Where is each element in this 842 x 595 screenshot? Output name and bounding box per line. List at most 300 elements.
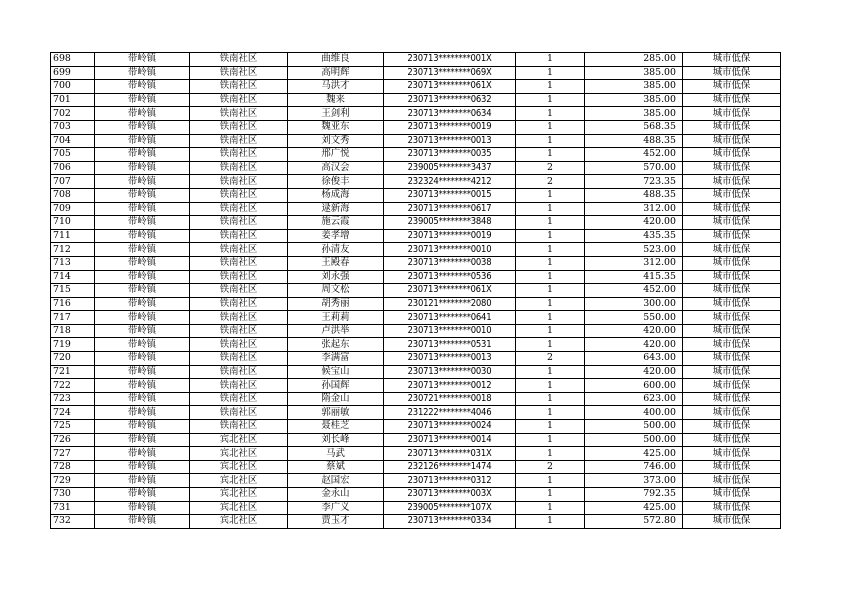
- household-count-cell: 1: [516, 216, 585, 230]
- table-row: [51, 270, 781, 284]
- id-number-cell: 230713********061X: [384, 284, 516, 298]
- town-cell: 带岭镇: [95, 229, 190, 243]
- id-number-cell: 230713********0632: [384, 93, 516, 107]
- community-cell: 宾北社区: [190, 447, 288, 461]
- town-cell: 带岭镇: [95, 420, 190, 434]
- benefit-type-cell: 城市低保: [683, 474, 781, 488]
- table-row: [51, 284, 781, 298]
- community-cell: 铁南社区: [190, 188, 288, 202]
- row-number-cell: 727: [51, 447, 95, 461]
- town-cell: 带岭镇: [95, 433, 190, 447]
- amount-cell: 500.00: [585, 433, 683, 447]
- name-cell: 王莉莉: [288, 311, 384, 325]
- amount-cell: 568.35: [585, 120, 683, 134]
- household-count-cell: 1: [516, 515, 585, 529]
- id-number-cell: 230713********0010: [384, 324, 516, 338]
- amount-cell: 572.80: [585, 515, 683, 529]
- amount-cell: 523.00: [585, 243, 683, 257]
- community-cell: 铁南社区: [190, 161, 288, 175]
- community-cell: 铁南社区: [190, 107, 288, 121]
- town-cell: 带岭镇: [95, 53, 190, 67]
- id-number-cell: 230713********0019: [384, 229, 516, 243]
- household-count-cell: 1: [516, 53, 585, 67]
- table-row: [51, 161, 781, 175]
- table-row: [51, 80, 781, 94]
- table-row: [51, 352, 781, 366]
- amount-cell: 435.35: [585, 229, 683, 243]
- benefit-type-cell: 城市低保: [683, 53, 781, 67]
- row-number-cell: 708: [51, 188, 95, 202]
- community-cell: 铁南社区: [190, 80, 288, 94]
- welfare-roster-table: [50, 52, 781, 529]
- town-cell: 带岭镇: [95, 188, 190, 202]
- amount-cell: 385.00: [585, 93, 683, 107]
- benefit-type-cell: 城市低保: [683, 66, 781, 80]
- amount-cell: 300.00: [585, 297, 683, 311]
- id-number-cell: 230713********0014: [384, 433, 516, 447]
- row-number-cell: 721: [51, 365, 95, 379]
- town-cell: 带岭镇: [95, 406, 190, 420]
- row-number-cell: 729: [51, 474, 95, 488]
- amount-cell: 385.00: [585, 107, 683, 121]
- household-count-cell: 1: [516, 324, 585, 338]
- community-cell: 铁南社区: [190, 379, 288, 393]
- id-number-cell: 239005********3848: [384, 216, 516, 230]
- household-count-cell: 1: [516, 392, 585, 406]
- name-cell: 蔡斌: [288, 460, 384, 474]
- household-count-cell: 1: [516, 107, 585, 121]
- table-row: [51, 243, 781, 257]
- benefit-type-cell: 城市低保: [683, 134, 781, 148]
- row-number-cell: 705: [51, 148, 95, 162]
- name-cell: 杨成海: [288, 188, 384, 202]
- row-number-cell: 706: [51, 161, 95, 175]
- id-number-cell: 230713********0010: [384, 243, 516, 257]
- id-number-cell: 232324********4212: [384, 175, 516, 189]
- row-number-cell: 725: [51, 420, 95, 434]
- community-cell: 铁南社区: [190, 148, 288, 162]
- amount-cell: 792.35: [585, 488, 683, 502]
- benefit-type-cell: 城市低保: [683, 338, 781, 352]
- household-count-cell: 2: [516, 175, 585, 189]
- benefit-type-cell: 城市低保: [683, 447, 781, 461]
- amount-cell: 420.00: [585, 338, 683, 352]
- table-row: [51, 66, 781, 80]
- row-number-cell: 710: [51, 216, 95, 230]
- name-cell: 李广义: [288, 501, 384, 515]
- town-cell: 带岭镇: [95, 311, 190, 325]
- benefit-type-cell: 城市低保: [683, 188, 781, 202]
- community-cell: 铁南社区: [190, 256, 288, 270]
- household-count-cell: 1: [516, 420, 585, 434]
- amount-cell: 488.35: [585, 188, 683, 202]
- row-number-cell: 731: [51, 501, 95, 515]
- row-number-cell: 712: [51, 243, 95, 257]
- household-count-cell: 1: [516, 148, 585, 162]
- name-cell: 马洪才: [288, 80, 384, 94]
- row-number-cell: 707: [51, 175, 95, 189]
- town-cell: 带岭镇: [95, 365, 190, 379]
- benefit-type-cell: 城市低保: [683, 352, 781, 366]
- town-cell: 带岭镇: [95, 338, 190, 352]
- name-cell: 魏来: [288, 93, 384, 107]
- town-cell: 带岭镇: [95, 134, 190, 148]
- id-number-cell: 230713********0334: [384, 515, 516, 529]
- name-cell: 孙清友: [288, 243, 384, 257]
- benefit-type-cell: 城市低保: [683, 501, 781, 515]
- community-cell: 宾北社区: [190, 515, 288, 529]
- town-cell: 带岭镇: [95, 392, 190, 406]
- table-row: [51, 107, 781, 121]
- household-count-cell: 1: [516, 229, 585, 243]
- id-number-cell: 230713********061X: [384, 80, 516, 94]
- town-cell: 带岭镇: [95, 447, 190, 461]
- id-number-cell: 239005********3437: [384, 161, 516, 175]
- town-cell: 带岭镇: [95, 270, 190, 284]
- town-cell: 带岭镇: [95, 107, 190, 121]
- id-number-cell: 230713********0012: [384, 379, 516, 393]
- amount-cell: 425.00: [585, 447, 683, 461]
- row-number-cell: 717: [51, 311, 95, 325]
- community-cell: 铁南社区: [190, 311, 288, 325]
- name-cell: 聂桂芝: [288, 420, 384, 434]
- benefit-type-cell: 城市低保: [683, 202, 781, 216]
- row-number-cell: 704: [51, 134, 95, 148]
- table-row: [51, 433, 781, 447]
- town-cell: 带岭镇: [95, 148, 190, 162]
- benefit-type-cell: 城市低保: [683, 379, 781, 393]
- name-cell: 刘长峰: [288, 433, 384, 447]
- community-cell: 铁南社区: [190, 406, 288, 420]
- benefit-type-cell: 城市低保: [683, 420, 781, 434]
- id-number-cell: 230713********0038: [384, 256, 516, 270]
- amount-cell: 723.35: [585, 175, 683, 189]
- community-cell: 铁南社区: [190, 392, 288, 406]
- community-cell: 铁南社区: [190, 338, 288, 352]
- household-count-cell: 1: [516, 80, 585, 94]
- table-row: [51, 175, 781, 189]
- amount-cell: 570.00: [585, 161, 683, 175]
- row-number-cell: 730: [51, 488, 95, 502]
- town-cell: 带岭镇: [95, 161, 190, 175]
- amount-cell: 623.00: [585, 392, 683, 406]
- name-cell: 施云霞: [288, 216, 384, 230]
- household-count-cell: 1: [516, 488, 585, 502]
- name-cell: 金永山: [288, 488, 384, 502]
- community-cell: 铁南社区: [190, 420, 288, 434]
- name-cell: 赵国宏: [288, 474, 384, 488]
- benefit-type-cell: 城市低保: [683, 297, 781, 311]
- row-number-cell: 709: [51, 202, 95, 216]
- id-number-cell: 230713********0641: [384, 311, 516, 325]
- amount-cell: 600.00: [585, 379, 683, 393]
- row-number-cell: 719: [51, 338, 95, 352]
- table-row: [51, 474, 781, 488]
- community-cell: 铁南社区: [190, 324, 288, 338]
- community-cell: 铁南社区: [190, 297, 288, 311]
- community-cell: 铁南社区: [190, 243, 288, 257]
- town-cell: 带岭镇: [95, 216, 190, 230]
- row-number-cell: 732: [51, 515, 95, 529]
- town-cell: 带岭镇: [95, 297, 190, 311]
- table-row: [51, 324, 781, 338]
- benefit-type-cell: 城市低保: [683, 515, 781, 529]
- row-number-cell: 701: [51, 93, 95, 107]
- household-count-cell: 1: [516, 270, 585, 284]
- town-cell: 带岭镇: [95, 243, 190, 257]
- household-count-cell: 1: [516, 188, 585, 202]
- community-cell: 宾北社区: [190, 460, 288, 474]
- town-cell: 带岭镇: [95, 379, 190, 393]
- name-cell: 孙国辉: [288, 379, 384, 393]
- benefit-type-cell: 城市低保: [683, 175, 781, 189]
- household-count-cell: 1: [516, 66, 585, 80]
- community-cell: 铁南社区: [190, 365, 288, 379]
- community-cell: 铁南社区: [190, 270, 288, 284]
- town-cell: 带岭镇: [95, 175, 190, 189]
- id-number-cell: 230713********0536: [384, 270, 516, 284]
- name-cell: 姜孝增: [288, 229, 384, 243]
- town-cell: 带岭镇: [95, 515, 190, 529]
- table-body: [51, 53, 781, 529]
- amount-cell: 285.00: [585, 53, 683, 67]
- name-cell: 王殿春: [288, 256, 384, 270]
- community-cell: 铁南社区: [190, 175, 288, 189]
- benefit-type-cell: 城市低保: [683, 311, 781, 325]
- community-cell: 宾北社区: [190, 433, 288, 447]
- table-row: [51, 297, 781, 311]
- id-number-cell: 230713********0024: [384, 420, 516, 434]
- row-number-cell: 714: [51, 270, 95, 284]
- name-cell: 高汉会: [288, 161, 384, 175]
- name-cell: 高明辉: [288, 66, 384, 80]
- amount-cell: 550.00: [585, 311, 683, 325]
- town-cell: 带岭镇: [95, 202, 190, 216]
- household-count-cell: 1: [516, 447, 585, 461]
- amount-cell: 400.00: [585, 406, 683, 420]
- amount-cell: 385.00: [585, 80, 683, 94]
- row-number-cell: 699: [51, 66, 95, 80]
- household-count-cell: 1: [516, 202, 585, 216]
- community-cell: 铁南社区: [190, 134, 288, 148]
- amount-cell: 500.00: [585, 420, 683, 434]
- id-number-cell: 230713********0531: [384, 338, 516, 352]
- name-cell: 隋金山: [288, 392, 384, 406]
- table-row: [51, 311, 781, 325]
- household-count-cell: 2: [516, 352, 585, 366]
- amount-cell: 373.00: [585, 474, 683, 488]
- town-cell: 带岭镇: [95, 474, 190, 488]
- name-cell: 郭丽敏: [288, 406, 384, 420]
- name-cell: 卢洪举: [288, 324, 384, 338]
- household-count-cell: 1: [516, 365, 585, 379]
- table-row: [51, 460, 781, 474]
- benefit-type-cell: 城市低保: [683, 433, 781, 447]
- id-number-cell: 230713********0013: [384, 352, 516, 366]
- table-row: [51, 256, 781, 270]
- table-row: [51, 447, 781, 461]
- benefit-type-cell: 城市低保: [683, 392, 781, 406]
- name-cell: 胡秀丽: [288, 297, 384, 311]
- community-cell: 铁南社区: [190, 66, 288, 80]
- id-number-cell: 230713********0312: [384, 474, 516, 488]
- community-cell: 铁南社区: [190, 229, 288, 243]
- row-number-cell: 724: [51, 406, 95, 420]
- table-row: [51, 338, 781, 352]
- name-cell: 魏亚东: [288, 120, 384, 134]
- benefit-type-cell: 城市低保: [683, 161, 781, 175]
- benefit-type-cell: 城市低保: [683, 270, 781, 284]
- name-cell: 马武: [288, 447, 384, 461]
- household-count-cell: 1: [516, 406, 585, 420]
- table-row: [51, 93, 781, 107]
- household-count-cell: 2: [516, 161, 585, 175]
- town-cell: 带岭镇: [95, 284, 190, 298]
- community-cell: 铁南社区: [190, 352, 288, 366]
- benefit-type-cell: 城市低保: [683, 148, 781, 162]
- household-count-cell: 1: [516, 474, 585, 488]
- table-row: [51, 406, 781, 420]
- table-row: [51, 392, 781, 406]
- name-cell: 刘永强: [288, 270, 384, 284]
- id-number-cell: 230713********003X: [384, 488, 516, 502]
- id-number-cell: 231222********4046: [384, 406, 516, 420]
- name-cell: 李满富: [288, 352, 384, 366]
- id-number-cell: 230713********069X: [384, 66, 516, 80]
- amount-cell: 643.00: [585, 352, 683, 366]
- amount-cell: 420.00: [585, 365, 683, 379]
- id-number-cell: 230713********0030: [384, 365, 516, 379]
- table-row: [51, 379, 781, 393]
- table-row: [51, 488, 781, 502]
- household-count-cell: 1: [516, 379, 585, 393]
- amount-cell: 420.00: [585, 324, 683, 338]
- benefit-type-cell: 城市低保: [683, 256, 781, 270]
- amount-cell: 452.00: [585, 284, 683, 298]
- community-cell: 宾北社区: [190, 488, 288, 502]
- table-row: [51, 53, 781, 67]
- id-number-cell: 230713********0634: [384, 107, 516, 121]
- table-row: [51, 420, 781, 434]
- table-row: [51, 188, 781, 202]
- community-cell: 铁南社区: [190, 120, 288, 134]
- name-cell: 张起东: [288, 338, 384, 352]
- name-cell: 徐俊丰: [288, 175, 384, 189]
- row-number-cell: 698: [51, 53, 95, 67]
- household-count-cell: 1: [516, 93, 585, 107]
- town-cell: 带岭镇: [95, 80, 190, 94]
- id-number-cell: 230713********001X: [384, 53, 516, 67]
- community-cell: 铁南社区: [190, 93, 288, 107]
- household-count-cell: 1: [516, 243, 585, 257]
- row-number-cell: 703: [51, 120, 95, 134]
- amount-cell: 488.35: [585, 134, 683, 148]
- table-row: [51, 120, 781, 134]
- town-cell: 带岭镇: [95, 460, 190, 474]
- table-row: [51, 216, 781, 230]
- benefit-type-cell: 城市低保: [683, 243, 781, 257]
- row-number-cell: 700: [51, 80, 95, 94]
- town-cell: 带岭镇: [95, 120, 190, 134]
- id-number-cell: 230721********0018: [384, 392, 516, 406]
- id-number-cell: 230713********0617: [384, 202, 516, 216]
- amount-cell: 452.00: [585, 148, 683, 162]
- household-count-cell: 1: [516, 501, 585, 515]
- name-cell: 曲维良: [288, 53, 384, 67]
- benefit-type-cell: 城市低保: [683, 284, 781, 298]
- id-number-cell: 230713********031X: [384, 447, 516, 461]
- row-number-cell: 716: [51, 297, 95, 311]
- community-cell: 宾北社区: [190, 474, 288, 488]
- community-cell: 铁南社区: [190, 53, 288, 67]
- row-number-cell: 715: [51, 284, 95, 298]
- name-cell: 贾玉才: [288, 515, 384, 529]
- row-number-cell: 702: [51, 107, 95, 121]
- id-number-cell: 230121********2080: [384, 297, 516, 311]
- benefit-type-cell: 城市低保: [683, 93, 781, 107]
- row-number-cell: 728: [51, 460, 95, 474]
- table-row: [51, 202, 781, 216]
- table-row: [51, 134, 781, 148]
- row-number-cell: 722: [51, 379, 95, 393]
- town-cell: 带岭镇: [95, 256, 190, 270]
- amount-cell: 746.00: [585, 460, 683, 474]
- table-row: [51, 515, 781, 529]
- table-row: [51, 229, 781, 243]
- name-cell: 周文松: [288, 284, 384, 298]
- benefit-type-cell: 城市低保: [683, 107, 781, 121]
- benefit-type-cell: 城市低保: [683, 216, 781, 230]
- community-cell: 铁南社区: [190, 216, 288, 230]
- table-row: [51, 501, 781, 515]
- row-number-cell: 713: [51, 256, 95, 270]
- id-number-cell: 230713********0035: [384, 148, 516, 162]
- community-cell: 宾北社区: [190, 501, 288, 515]
- benefit-type-cell: 城市低保: [683, 488, 781, 502]
- amount-cell: 312.00: [585, 256, 683, 270]
- town-cell: 带岭镇: [95, 352, 190, 366]
- row-number-cell: 723: [51, 392, 95, 406]
- household-count-cell: 1: [516, 338, 585, 352]
- amount-cell: 415.35: [585, 270, 683, 284]
- table-row: [51, 365, 781, 379]
- row-number-cell: 711: [51, 229, 95, 243]
- household-count-cell: 1: [516, 297, 585, 311]
- benefit-type-cell: 城市低保: [683, 460, 781, 474]
- household-count-cell: 2: [516, 460, 585, 474]
- community-cell: 铁南社区: [190, 284, 288, 298]
- benefit-type-cell: 城市低保: [683, 229, 781, 243]
- benefit-type-cell: 城市低保: [683, 365, 781, 379]
- row-number-cell: 718: [51, 324, 95, 338]
- amount-cell: 425.00: [585, 501, 683, 515]
- town-cell: 带岭镇: [95, 501, 190, 515]
- amount-cell: 312.00: [585, 202, 683, 216]
- household-count-cell: 1: [516, 256, 585, 270]
- benefit-type-cell: 城市低保: [683, 324, 781, 338]
- table-row: [51, 148, 781, 162]
- household-count-cell: 1: [516, 311, 585, 325]
- household-count-cell: 1: [516, 120, 585, 134]
- community-cell: 铁南社区: [190, 202, 288, 216]
- amount-cell: 420.00: [585, 216, 683, 230]
- id-number-cell: 232126********1474: [384, 460, 516, 474]
- town-cell: 带岭镇: [95, 93, 190, 107]
- id-number-cell: 230713********0015: [384, 188, 516, 202]
- benefit-type-cell: 城市低保: [683, 80, 781, 94]
- household-count-cell: 1: [516, 134, 585, 148]
- town-cell: 带岭镇: [95, 324, 190, 338]
